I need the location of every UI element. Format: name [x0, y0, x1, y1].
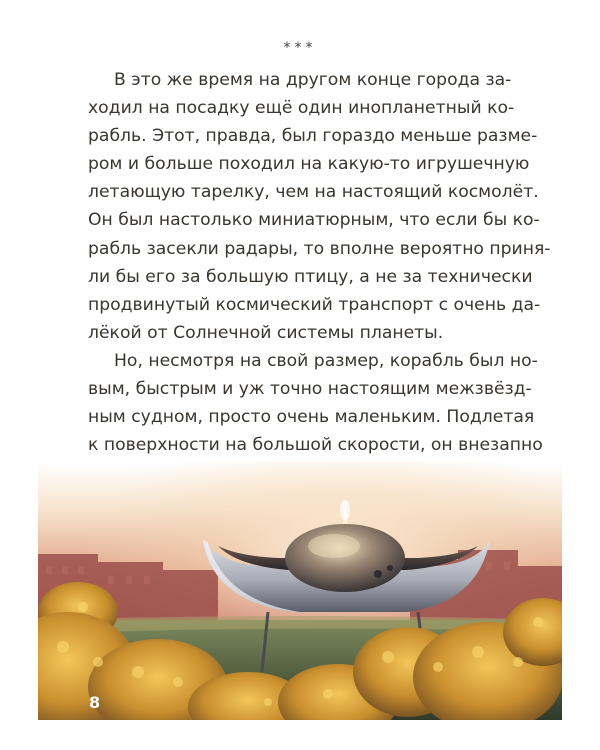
text-line: продвинутый космический транспорт с очень да- — [88, 294, 541, 315]
text-line: ходил на посадку ещё один инопланетный ко- — [88, 98, 515, 119]
text-line: вым, быстрым и уж точно настоящим межзвёзд- — [88, 379, 532, 400]
text-line: лёкой от Солнечной системы планеты. — [88, 322, 444, 343]
text-line: В это же время на другом конце города за- — [114, 70, 512, 90]
page-number: 8 — [89, 693, 101, 712]
ufo-landing-illustration — [38, 462, 562, 720]
section-separator: *** — [283, 40, 317, 56]
text-line: Он был настолько миниатюрным, что если бы ко- — [88, 210, 540, 231]
paragraph-1 — [88, 66, 551, 347]
text-line: рабль. Этот, правда, был гораздо меньше разме- — [88, 126, 538, 147]
text-line: Но, несмотря на свой размер, корабль был но- — [114, 350, 538, 371]
text-line: к поверхности на большой скорости, он внезапно — [88, 435, 543, 456]
text-line: ром и больше походил на какую-то игрушечную — [88, 154, 530, 175]
text-line: летающую тарелку, чем на настоящий космолёт. — [88, 182, 539, 203]
text-line: ли бы его за большую птицу, а не за технически — [88, 266, 533, 287]
text-line: рабль засекли радары, то вполне вероятно приня- — [88, 238, 551, 259]
body-text — [88, 66, 551, 516]
text-line: ным судном, просто очень маленьким. Подлетая — [88, 407, 535, 428]
